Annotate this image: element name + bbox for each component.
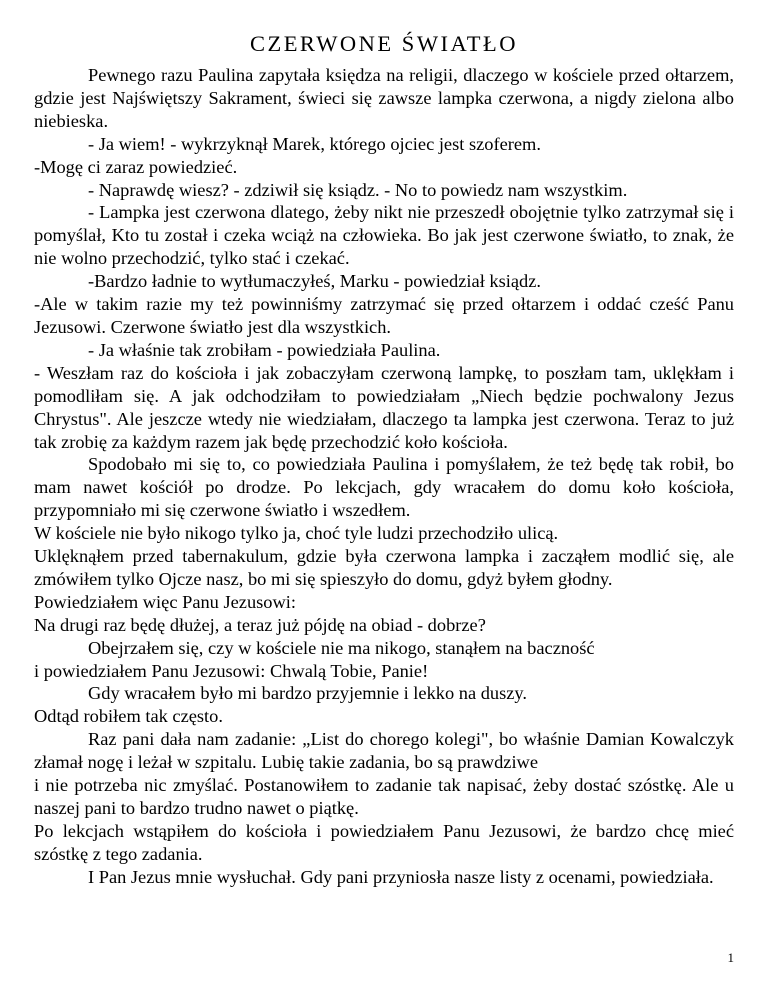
- paragraph: - Weszłam raz do kościoła i jak zobaczyłam czerwoną lampkę, to poszłam tam, uklękłam i pomodliłam się. A jak odchodziłam to powiedziałam „Niech będzie pochwalony Jezus Chrystus". Ale jeszcze wtedy nie wiedziałam, dlaczego ta lampka jest czerwona. Teraz to już tak zrobię za każdym razem jak będę przechodzić koło kościoła.: [34, 362, 734, 452]
- paragraph: - Ja wiem! - wykrzyknął Marek, którego ojciec jest szoferem.: [88, 133, 541, 154]
- paragraph: - Lampka jest czerwona dlatego, żeby nikt nie przeszedł obojętnie tylko zatrzymał się i pomyślał, Kto tu został i czeka wciąż na człowieka. Bo jak jest czerwone światło, to znak, że nie wolno przechodzić, tylko stać i czekać.: [34, 202, 734, 269]
- document-page: [34, 30, 734, 889]
- paragraph: i powiedziałem Panu Jezusowi: Chwalą Tobie, Panie!: [34, 660, 429, 681]
- paragraph: -Ale w takim razie my też powinniśmy zatrzymać się przed ołtarzem i oddać cześć Panu Jezusowi. Czerwone światło jest dla wszystkich.: [34, 294, 734, 337]
- paragraph: I Pan Jezus mnie wysłuchał. Gdy pani przyniosła nasze listy z ocenami, powiedziała.: [88, 866, 714, 887]
- document-body: [34, 64, 734, 889]
- paragraph: W kościele nie było nikogo tylko ja, choć tyle ludzi przechodziło ulicą.: [34, 523, 559, 544]
- document-title: CZERWONE ŚWIATŁO: [249, 31, 519, 56]
- paragraph: Pewnego razu Paulina zapytała księdza na religii, dlaczego w kościele przed ołtarzem, gdzie jest Najświętszy Sakrament, świeci się zawsze lampka czerwona, a nigdy zielona albo niebieska.: [34, 65, 734, 131]
- page-number: 1: [727, 950, 734, 965]
- paragraph: Po lekcjach wstąpiłem do kościoła i powiedziałem Panu Jezusowi, że bardzo chcę mieć szóstkę z tego zadania.: [34, 820, 734, 864]
- paragraph: - Ja właśnie tak zrobiłam - powiedziała Paulina.: [88, 339, 441, 360]
- paragraph: i nie potrzeba nic zmyślać. Postanowiłem to zadanie tak napisać, żeby dostać szóstkę. Ale u naszej pani to bardzo trudno nawet o piątkę.: [34, 775, 734, 818]
- paragraph: Obejrzałem się, czy w kościele nie ma nikogo, stanąłem na baczność: [88, 637, 595, 658]
- paragraph: Powiedziałem więc Panu Jezusowi:: [34, 591, 297, 612]
- paragraph: Gdy wracałem było mi bardzo przyjemnie i lekko na duszy.: [88, 683, 528, 704]
- paragraph: Odtąd robiłem tak często.: [34, 706, 223, 727]
- paragraph: Na drugi raz będę dłużej, a teraz już pójdę na obiad - dobrze?: [34, 614, 486, 635]
- paragraph: Raz pani dała nam zadanie: „List do chorego kolegi", bo właśnie Damian Kowalczyk złamał nogę i leżał w szpitalu. Lubię takie zadania, bo są prawdziwe: [34, 729, 734, 773]
- paragraph: -Mogę ci zaraz powiedzieć.: [34, 156, 238, 177]
- paragraph: - Naprawdę wiesz? - zdziwił się ksiądz. - No to powiedz nam wszystkim.: [88, 179, 628, 200]
- paragraph: Uklęknąłem przed tabernakulum, gdzie była czerwona lampka i zacząłem modlić się, ale zmówiłem tylko Ojcze nasz, bo mi się spieszyło do domu, gdyż byłem głodny.: [34, 546, 734, 589]
- paragraph: Spodobało mi się to, co powiedziała Paulina i pomyślałem, że też będę tak robił, bo mam nawet kościół po drodze. Po lekcjach, gdy wracałem do domu koło kościoła, przypomniało mi się czerwone światło i wszedłem.: [34, 454, 734, 521]
- paragraph: -Bardzo ładnie to wytłumaczyłeś, Marku - powiedział ksiądz.: [88, 271, 541, 292]
